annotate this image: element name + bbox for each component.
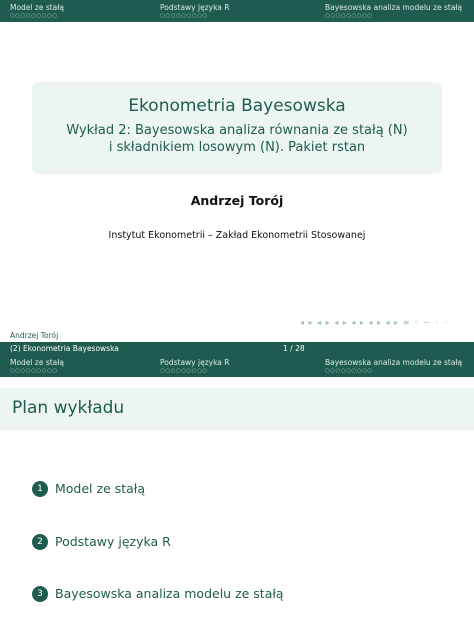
frame-title-bar bbox=[0, 388, 474, 430]
nav-section-dots: ○○○○○○○○○ bbox=[325, 368, 373, 374]
footer-short-title: (2) Ekonometria Bayesowska bbox=[10, 344, 119, 353]
nav-section-label: Podstawy języka R bbox=[160, 3, 230, 12]
nav-section-dots: ○○○○○○○○○ bbox=[160, 368, 208, 374]
plan-slide bbox=[0, 355, 474, 632]
subtitle-line-1: Wykład 2: Bayesowska analiza równania ze stałą (N) bbox=[66, 123, 408, 138]
title-box bbox=[32, 82, 442, 174]
nav-section-model[interactable] bbox=[10, 358, 64, 374]
subtitle-line-2: i składnikiem losowym (N). Pakiet rstan bbox=[108, 140, 366, 155]
frame-title: Plan wykładu bbox=[12, 398, 125, 418]
footer-author-bar bbox=[0, 330, 474, 342]
nav-section-r[interactable] bbox=[160, 3, 229, 19]
numbered-ball-icon: 1 bbox=[32, 481, 48, 497]
nav-section-label: Podstawy języka R bbox=[160, 358, 230, 367]
nav-section-label: Model ze stałą bbox=[10, 358, 65, 367]
outline-item-label: Model ze stałą bbox=[55, 481, 146, 496]
nav-section-dots: ○○○○○○○○○ bbox=[10, 368, 58, 374]
footer-author: Andrzej Torój bbox=[10, 331, 59, 340]
nav-section-dots: ○○○○○○○○○ bbox=[325, 13, 373, 19]
beamer-navigation-icons[interactable]: ◂ ▸ ◂ ▸ ◂ ▸ ◂ ▸ ◂ ▸ ◂ ▸ ≡ ◦ ∽ ◦ ◦ bbox=[300, 318, 450, 327]
nav-section-bayes[interactable] bbox=[325, 358, 462, 374]
nav-section-bayes[interactable] bbox=[325, 3, 462, 19]
nav-section-label: Bayesowska analiza modelu ze stałą bbox=[325, 358, 463, 367]
author-name: Andrzej Torój bbox=[190, 193, 284, 208]
nav-section-dots: ○○○○○○○○○ bbox=[10, 13, 58, 19]
presentation-title: Ekonometria Bayesowska bbox=[128, 96, 346, 116]
nav-section-model[interactable] bbox=[10, 3, 64, 19]
numbered-ball-icon: 3 bbox=[32, 586, 48, 602]
nav-section-label: Model ze stałą bbox=[10, 3, 65, 12]
numbered-ball-icon: 2 bbox=[32, 534, 48, 550]
footer-title-bar bbox=[0, 342, 474, 355]
outline-item-label: Bayesowska analiza modelu ze stałą bbox=[55, 586, 284, 601]
outline-item-label: Podstawy języka R bbox=[55, 534, 171, 549]
nav-section-r[interactable] bbox=[160, 358, 229, 374]
nav-section-label: Bayesowska analiza modelu ze stałą bbox=[325, 3, 463, 12]
navigation-bar bbox=[0, 355, 474, 377]
footer-page-number: 1 / 28 bbox=[283, 344, 305, 353]
presentation-subtitle bbox=[32, 122, 442, 156]
navigation-bar bbox=[0, 0, 474, 22]
nav-section-dots: ○○○○○○○○○ bbox=[160, 13, 208, 19]
institute-name: Instytut Ekonometrii – Zakład Ekonometrii Stosowanej bbox=[108, 230, 366, 241]
